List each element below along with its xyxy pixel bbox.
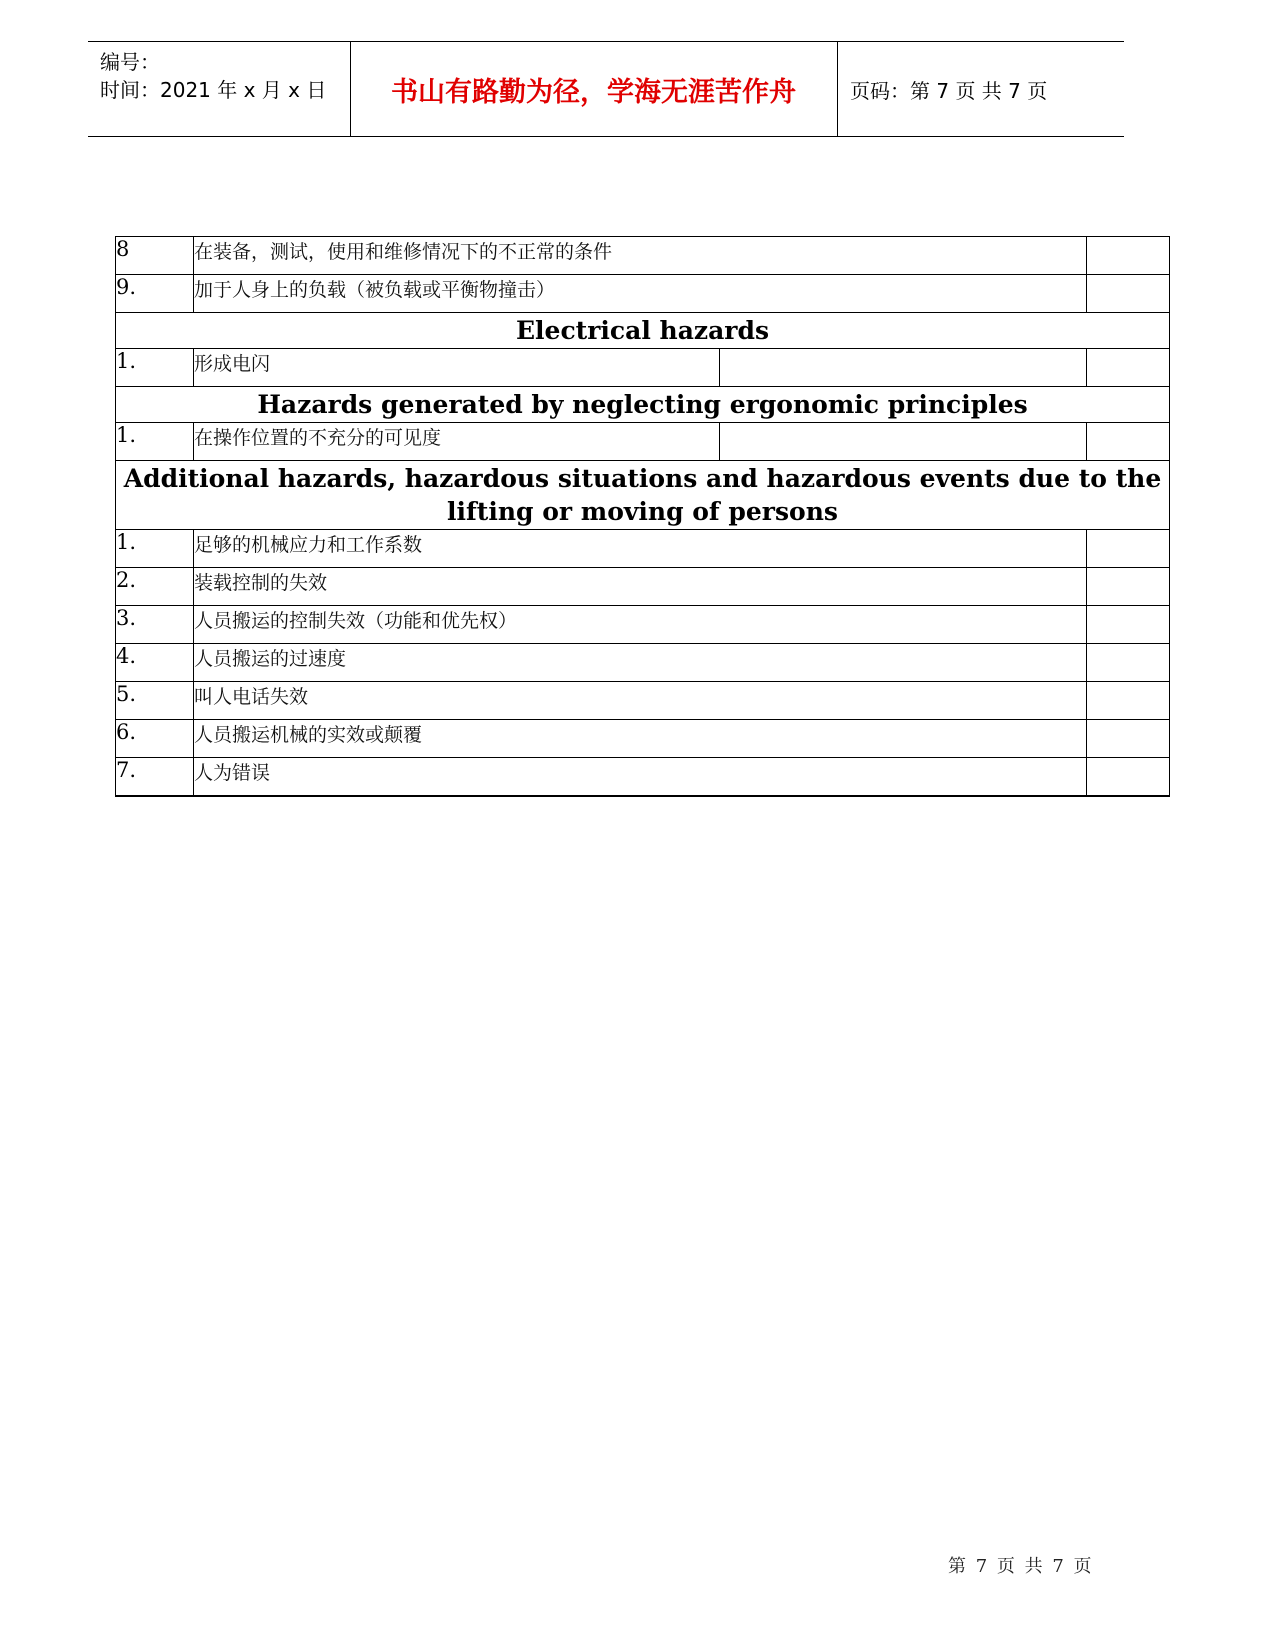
row-check-cell: [1087, 758, 1170, 797]
row-description: 形成电闪: [194, 349, 720, 387]
row-check-cell: [1087, 720, 1170, 758]
row-number: 7.: [116, 758, 194, 797]
document-header: [88, 41, 1124, 137]
hazard-table: [115, 236, 1170, 797]
section-heading-row: [116, 313, 1170, 349]
row-extra-cell: [720, 423, 1087, 461]
row-number: 4.: [116, 644, 194, 682]
row-number: 9.: [116, 275, 194, 313]
row-description: 装载控制的失效: [194, 568, 1087, 606]
row-description: 足够的机械应力和工作系数: [194, 530, 1087, 568]
row-check-cell: [1087, 349, 1170, 387]
row-check-cell: [1087, 423, 1170, 461]
row-description: 叫人电话失效: [194, 682, 1087, 720]
row-description: 人员搬运的控制失效（功能和优先权）: [194, 606, 1087, 644]
header-motto: 书山有路勤为径，学海无涯苦作舟: [350, 42, 838, 136]
row-check-cell: [1087, 237, 1170, 275]
row-number: 8: [116, 237, 194, 275]
page-footer: 第 7 页 共 7 页: [948, 1556, 1094, 1577]
row-description: 在装备，测试，使用和维修情况下的不正常的条件: [194, 237, 1087, 275]
document-number-label: 编号：: [100, 50, 160, 74]
section-heading-lifting: Additional hazards, hazardous situations and hazardous events due to the lifting or moving of persons: [116, 461, 1170, 530]
row-extra-cell: [720, 349, 1087, 387]
row-check-cell: [1087, 568, 1170, 606]
row-check-cell: [1087, 275, 1170, 313]
row-number: 1.: [116, 530, 194, 568]
table-row: [116, 423, 1170, 461]
table-row: [116, 568, 1170, 606]
document-date: 时间：2021 年 x 月 x 日: [100, 78, 327, 102]
row-number: 5.: [116, 682, 194, 720]
table-row: [116, 682, 1170, 720]
section-heading-ergonomic: Hazards generated by neglecting ergonomic principles: [116, 387, 1170, 423]
row-description: 在操作位置的不充分的可见度: [194, 423, 720, 461]
table-row: [116, 758, 1170, 797]
table-row: [116, 237, 1170, 275]
row-description: 加于人身上的负载（被负载或平衡物撞击）: [194, 275, 1087, 313]
row-check-cell: [1087, 682, 1170, 720]
row-number: 6.: [116, 720, 194, 758]
row-check-cell: [1087, 644, 1170, 682]
header-meta: [88, 42, 351, 136]
table-row: [116, 530, 1170, 568]
row-check-cell: [1087, 606, 1170, 644]
section-heading-row: [116, 461, 1170, 530]
table-row: [116, 720, 1170, 758]
table-row: [116, 275, 1170, 313]
row-number: 1.: [116, 349, 194, 387]
row-check-cell: [1087, 530, 1170, 568]
row-number: 2.: [116, 568, 194, 606]
row-number: 3.: [116, 606, 194, 644]
header-page-info: 页码：第 7 页 共 7 页: [850, 78, 1048, 103]
row-number: 1.: [116, 423, 194, 461]
table-row: [116, 349, 1170, 387]
row-description: 人员搬运的过速度: [194, 644, 1087, 682]
table-row: [116, 606, 1170, 644]
section-heading-row: [116, 387, 1170, 423]
table-row: [116, 644, 1170, 682]
row-description: 人员搬运机械的实效或颠覆: [194, 720, 1087, 758]
row-description: 人为错误: [194, 758, 1087, 797]
section-heading-electrical: Electrical hazards: [116, 313, 1170, 349]
